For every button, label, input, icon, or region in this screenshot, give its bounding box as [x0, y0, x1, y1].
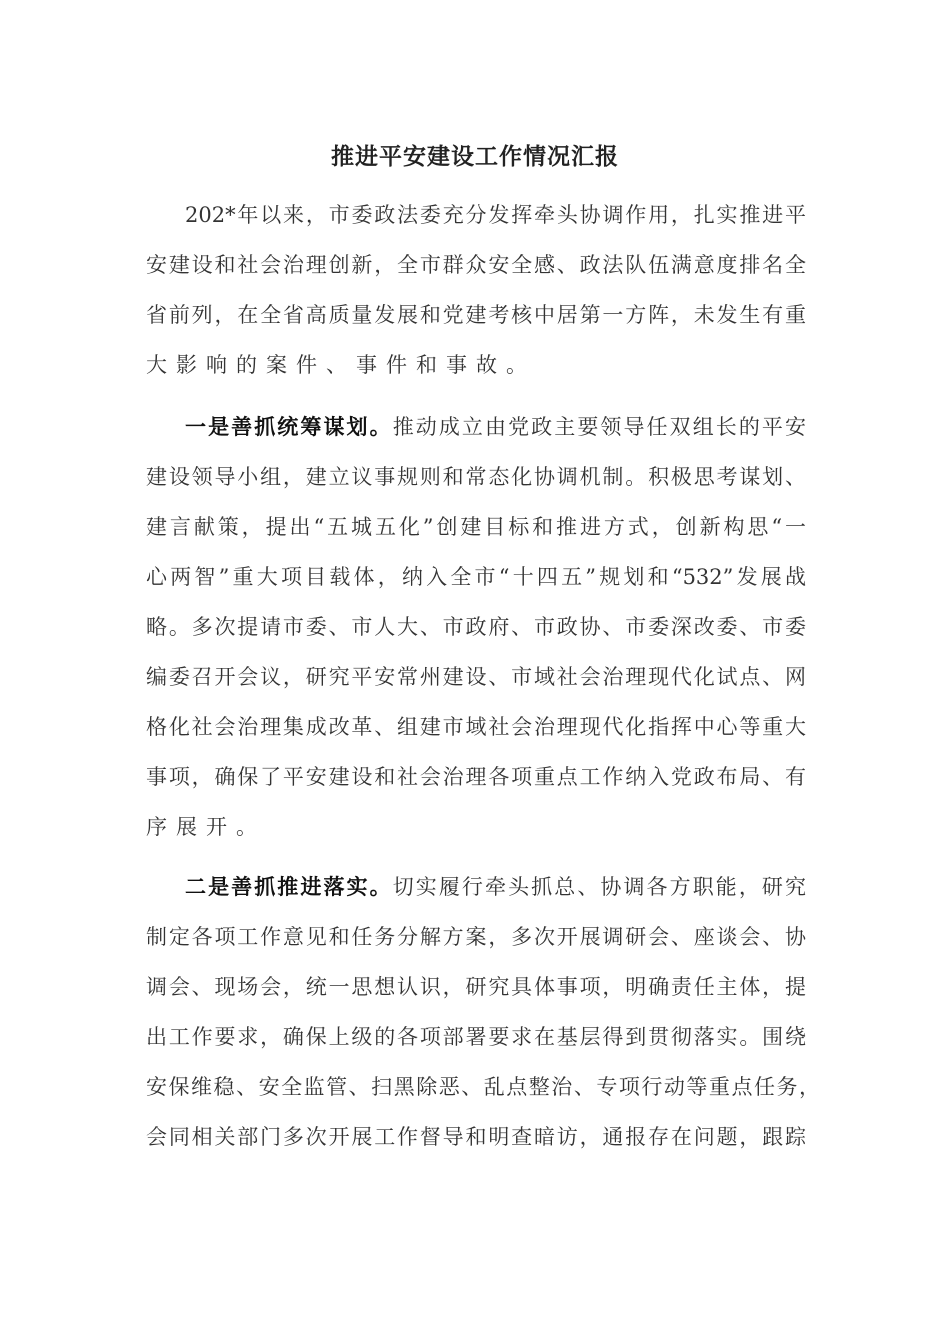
text-line: [185, 872, 806, 902]
text-line: 202*年以来，市委政法委充分发挥牵头协调作用，扎实推进平: [185, 203, 806, 227]
text-line: 大影响的案件、事件和事故。: [146, 353, 536, 377]
section-heading: 一是善抓统筹谋划。: [185, 414, 393, 439]
text-line: [185, 412, 806, 442]
text-line: 序展开。: [146, 815, 266, 839]
text-line: 建言献策，提出“五城五化”创建目标和推进方式，创新构思“一: [146, 515, 806, 539]
section-heading: 二是善抓推进落实。: [185, 874, 393, 899]
text-line: 省前列，在全省高质量发展和党建考核中居第一方阵，未发生有重: [146, 303, 806, 327]
text-span: 推动成立由党政主要领导任双组长的平安: [392, 415, 807, 439]
text-line: 略。多次提请市委、市人大、市政府、市政协、市委深改委、市委: [146, 615, 806, 639]
document-title: 推进平安建设工作情况汇报: [331, 143, 619, 170]
text-line: 格化社会治理集成改革、组建市域社会治理现代化指挥中心等重大: [146, 715, 806, 739]
text-line: 出工作要求，确保上级的各项部署要求在基层得到贯彻落实。围绕: [146, 1025, 806, 1049]
text-line: 调会、现场会，统一思想认识，研究具体事项，明确责任主体，提: [146, 975, 806, 999]
text-line: 心两智”重大项目载体，纳入全市“十四五”规划和“532”发展战: [146, 565, 806, 589]
text-line: 制定各项工作意见和任务分解方案，多次开展调研会、座谈会、协: [146, 925, 806, 949]
text-line: 安建设和社会治理创新，全市群众安全感、政法队伍满意度排名全: [146, 253, 806, 277]
text-line: 会同相关部门多次开展工作督导和明查暗访，通报存在问题，跟踪: [146, 1125, 806, 1149]
text-line: 事项，确保了平安建设和社会治理各项重点工作纳入党政布局、有: [146, 765, 806, 789]
text-line: 编委召开会议，研究平安常州建设、市域社会治理现代化试点、网: [146, 665, 806, 689]
text-line: 建设领导小组，建立议事规则和常态化协调机制。积极思考谋划、: [146, 465, 806, 489]
text-line: 安保维稳、安全监管、扫黑除恶、乱点整治、专项行动等重点任务，: [146, 1075, 820, 1099]
text-span: 切实履行牵头抓总、协调各方职能，研究: [392, 875, 807, 899]
